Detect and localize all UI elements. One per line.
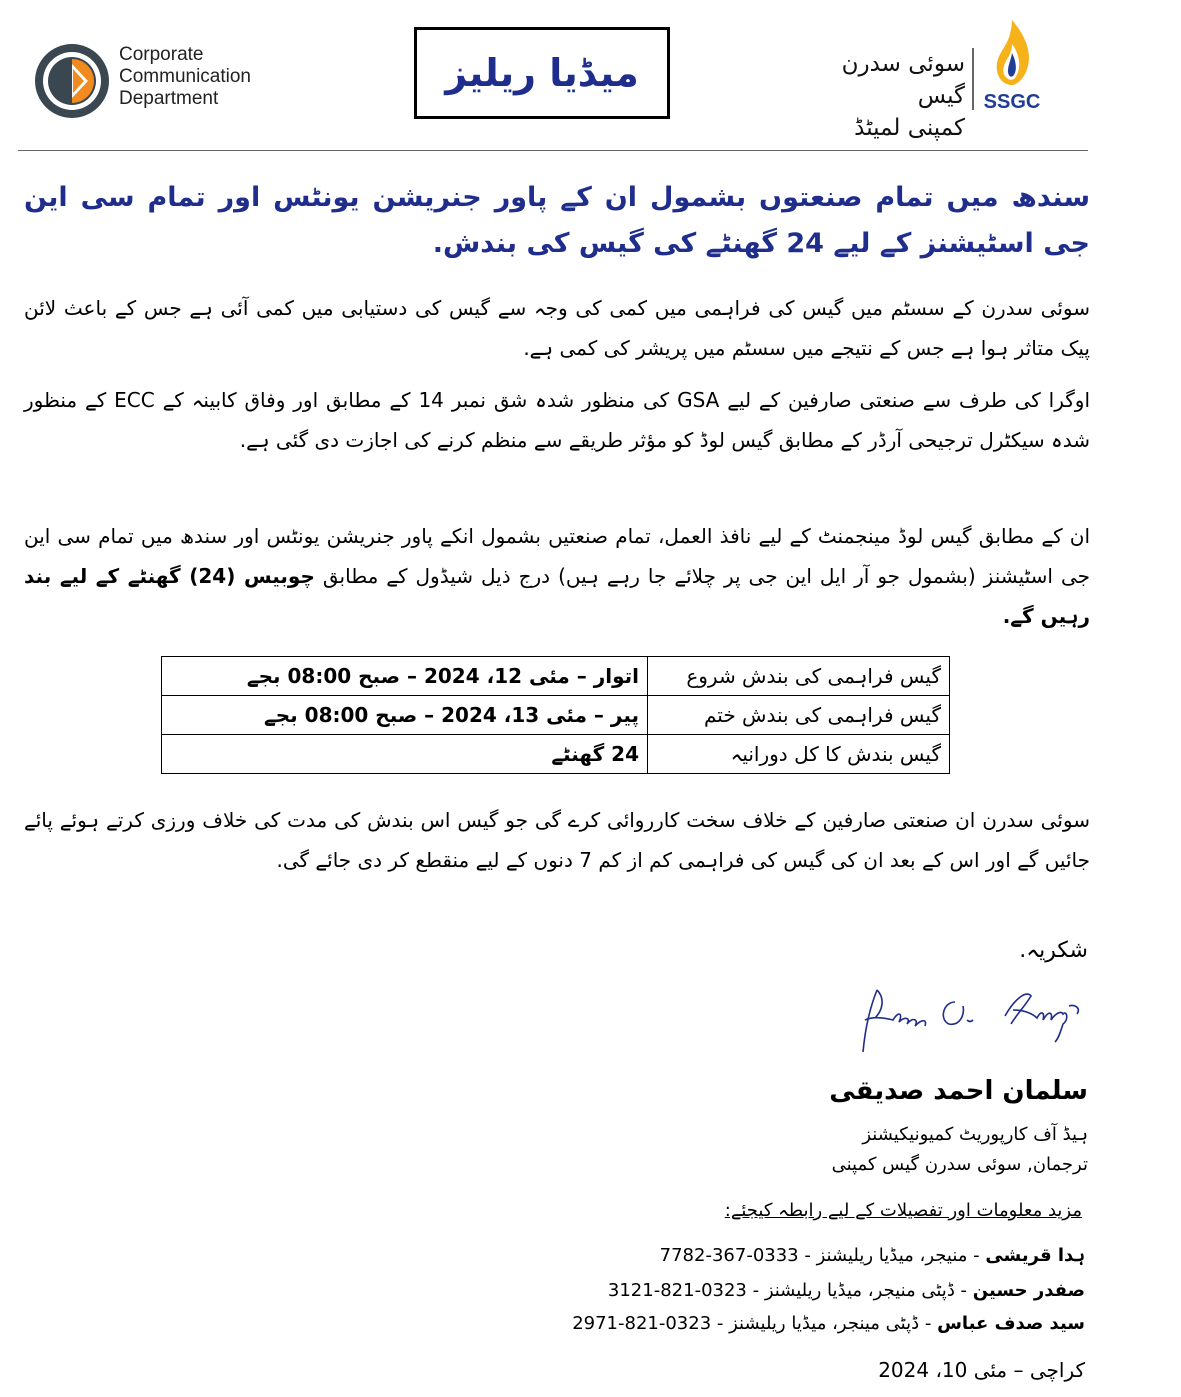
table-row <box>162 735 950 774</box>
contact-name: صفدر حسین <box>972 1280 1085 1301</box>
signatory-title-line-1: ہیڈ آف کارپوریٹ کمیونیکیشنز <box>862 1124 1088 1145</box>
media-release-box <box>414 27 670 119</box>
schedule-value: 24 گھنٹے <box>162 735 648 774</box>
thanks-text: شکریہ. <box>1019 938 1088 963</box>
schedule-table <box>161 656 950 774</box>
ssgc-urdu-name <box>800 48 965 144</box>
ccd-line-1: Corporate <box>119 44 204 65</box>
contact-phone: 0323-821-3121 <box>607 1280 747 1301</box>
contact-role: - ڈپٹی مینجر، میڈیا ریلیشنز - <box>711 1313 938 1334</box>
contact-phone: 0323-821-2971 <box>572 1313 712 1334</box>
ssgc-flame-logo-icon <box>977 18 1047 113</box>
contact-name: ہدا قریشی <box>985 1245 1085 1266</box>
contact-row <box>420 1245 1085 1266</box>
schedule-value: اتوار – مئی 12، 2024 – صبح 08:00 بجے <box>162 657 648 696</box>
contact-role: - ڈپٹی منیجر، میڈیا ریلیشنز - <box>746 1280 973 1301</box>
contact-row <box>420 1280 1085 1301</box>
headline: سندھ میں تمام صنعتوں بشمول ان کے پاور جنریشن یونٹس اور تمام سی این جی اسٹیشنز کے لیے 24 گھنٹے کی گیس کی بندش. <box>24 182 1090 259</box>
schedule-label: گیس فراہمی کی بندش ختم <box>648 696 950 735</box>
media-release-title: میڈیا ریلیز <box>445 51 639 95</box>
signature-image <box>855 980 1090 1060</box>
dateline: کراچی – مئی 10، 2024 <box>878 1358 1085 1382</box>
ssgc-urdu-line-2: کمپنی لمیٹڈ <box>854 115 965 141</box>
paragraph-3 <box>24 516 1090 636</box>
paragraph-3-bold: چوبیس (24) گھنٹے کے لیے بند رہیں گے. <box>24 564 1090 628</box>
paragraph-4: سوئی سدرن ان صنعتی صارفین کے خلاف سخت کارروائی کرے گی جو گیس اس بندش کی مدت کی خلاف ورزی کرتے ہوئے پائے جائیں گے اور اس کے بعد ان کی گیس کی فراہمی کم از کم 7 دنوں کے لیے منقطع کر دی جائے گی. <box>24 808 1090 872</box>
schedule-label: گیس بندش کا کل دورانیہ <box>648 735 950 774</box>
ccd-logo-icon <box>33 42 111 120</box>
signatory-title <box>700 1120 1088 1180</box>
ssgc-logo-text: SSGC <box>983 91 1041 113</box>
ssgc-divider <box>972 48 974 110</box>
contact-role: - منیجر، میڈیا ریلیشنز - <box>798 1245 986 1266</box>
ccd-line-3: Department <box>119 88 219 109</box>
paragraph-3-text: ان کے مطابق گیس لوڈ مینجمنٹ کے لیے نافذ العمل، تمام صنعتیں بشمول انکے پاور جنریشن یونٹس اور سندھ میں تمام سی این جی اسٹیشنز (بشمول جو آر ایل این جی پر چلائے جا رہے ہیں) درج ذیل شیڈول کے مطابق <box>24 524 1090 588</box>
ssgc-urdu-line-1: سوئی سدرن گیس <box>841 51 965 109</box>
contact-name: سید صدف عباس <box>937 1313 1085 1334</box>
schedule-value: پیر – مئی 13، 2024 – صبح 08:00 بجے <box>162 696 648 735</box>
contact-row <box>420 1313 1085 1334</box>
paragraph-2: اوگرا کی طرف سے صنعتی صارفین کے لیے GSA کی منظور شدہ شق نمبر 14 کے مطابق اور وفاق کابینہ کے ECC کے منظور شدہ سیکٹرل ترجیحی آرڈر کے مطابق گیس لوڈ کو مؤثر طریقے سے منظم کرنے کی اجازت دی گئی ہے. <box>24 388 1090 452</box>
signatory-name: سلمان احمد صدیقی <box>829 1076 1088 1106</box>
paragraph-1: سوئی سدرن کے سسٹم میں گیس کی فراہمی میں کمی کی وجہ سے گیس کی دستیابی میں کمی آئی ہے جس کے باعث لائن پیک متاثر ہوا ہے جس کے نتیجے میں سسٹم میں پریشر کی کمی ہے. <box>24 296 1090 360</box>
signatory-title-line-2: ترجمان, سوئی سدرن گیس کمپنی <box>831 1154 1088 1175</box>
ccd-line-2: Communication <box>119 66 251 87</box>
table-row <box>162 657 950 696</box>
schedule-label: گیس فراہمی کی بندش شروع <box>648 657 950 696</box>
contact-heading <box>600 1200 1082 1221</box>
table-row <box>162 696 950 735</box>
header-rule <box>18 150 1088 151</box>
contact-heading-text: مزید معلومات اور تفصیلات کے لیے رابطہ کیجئے: <box>724 1200 1082 1221</box>
contact-phone: 0333-367-7782 <box>659 1245 799 1266</box>
ccd-label <box>119 44 251 110</box>
